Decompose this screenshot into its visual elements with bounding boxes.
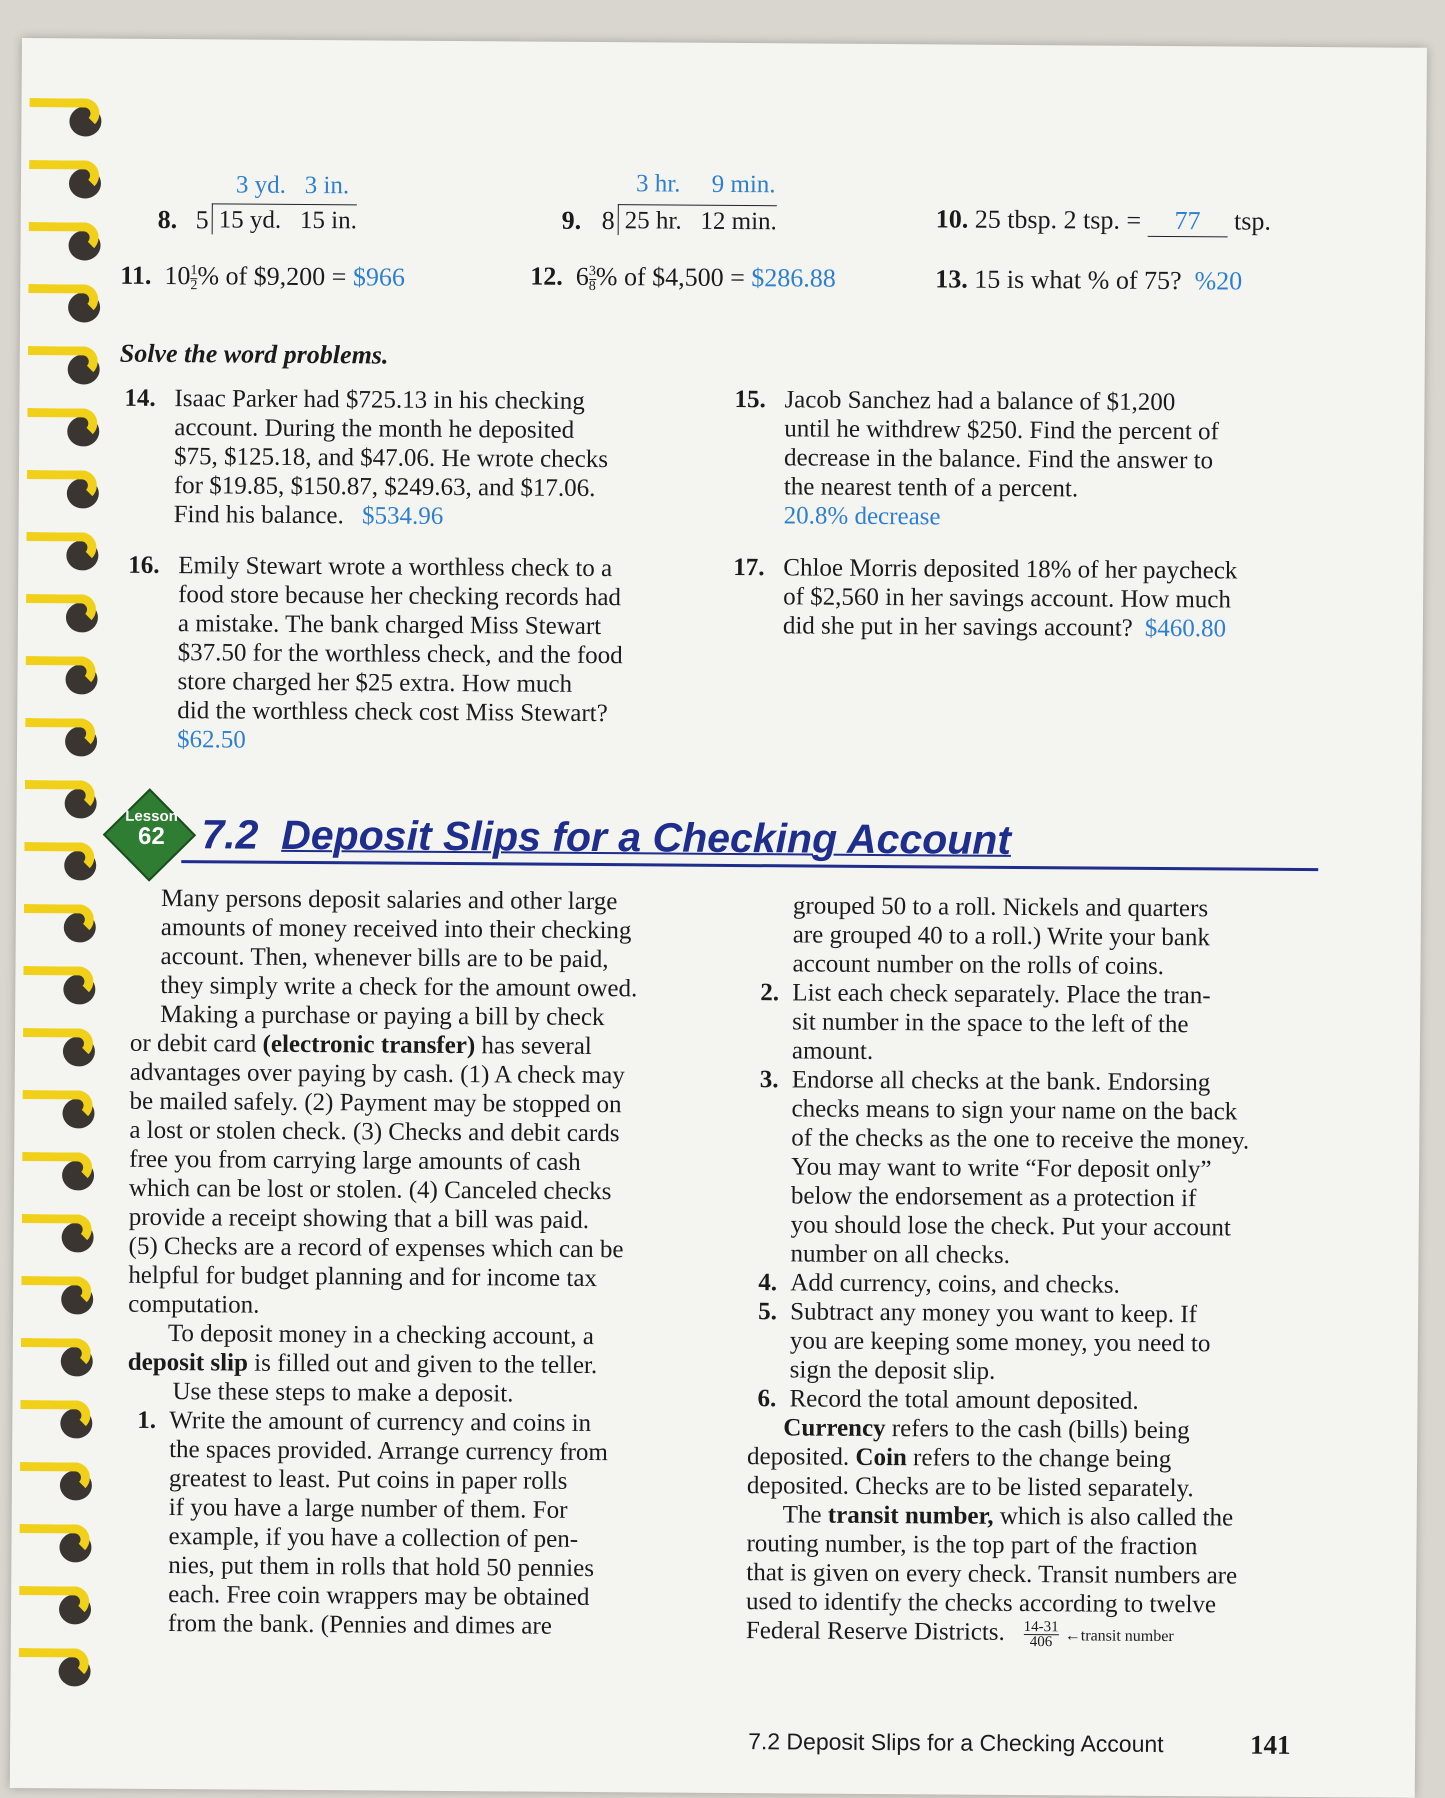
text-line: $37.50 for the worthless check, and the food [177,639,623,670]
problem-text [124,384,645,533]
spiral-coil [19,1648,89,1678]
text-line: List each check separately. Place the tran- [792,979,1211,1010]
answer: %20 [1194,266,1243,296]
problem-13: 13. 15 is what % of 75? %20 [935,264,1243,296]
problem-16 [127,551,688,758]
spiral-coil [22,1214,92,1244]
text-line: Jacob Sanchez had a balance of $1,200 [784,386,1176,417]
text-line: grouped 50 to a roll. Nickels and quarters [792,892,1209,923]
spiral-coil [27,470,97,500]
dividend: 25 hr. 12 min. [618,204,777,236]
spiral-coil [25,718,95,748]
spiral-coil [25,780,95,810]
section-title: Deposit Slips for a Checking Account [281,811,1012,863]
spiral-coil [23,1028,93,1058]
step-1: 1. Write the amount of currency and coins in the spaces provided. Arrange currency from greatest to least. Put coins in paper rolls if you have a large number of them. For example, if you have a collection of pen- nies, put them in rolls that hold 50 pennies each. Free coin wrappers may be obtained from the bank. (Pennies and dimes are [126,1406,713,1642]
section-number: 7.2 [201,811,259,858]
text-line: You may want to write “For deposit only” [791,1153,1212,1184]
step-5: 5. Subtract any money you want to keep. If you are keeping some money, you need to sign the deposit slip. [748,1297,1339,1388]
text-line: sit number in the space to the left of the [792,1008,1189,1039]
text-line: Emily Stewart wrote a worthless check to a [178,552,613,583]
problem-number: 16. [128,551,160,579]
spiral-coil [22,1090,92,1120]
spiral-coil [20,1462,90,1492]
answer: 20.8% decrease [783,502,941,531]
transit-fraction: $\frac{14-31}{406}$ [1023,1618,1059,1650]
paragraph-intro [130,884,716,1004]
text-line: nies, put them in rolls that hold 50 pennies [168,1552,595,1583]
paragraph-deposit: To deposit money in a checking account, a deposit slip is filled out and given to the teller. [127,1320,598,1380]
problem-8 [136,169,396,241]
answer: $534.96 [355,502,444,530]
quotient-9: 3 hr. 9 min. [635,170,776,199]
quotient-8: 3 yd. 3 in. [235,171,350,200]
spiral-coil [29,160,99,190]
spiral-coil [25,656,95,686]
text-line: if you have a large number of them. For [168,1494,568,1524]
divisor: 8 [601,206,615,236]
step-4: 4. Add currency, coins, and checks. [758,1269,1120,1299]
problem-number: 17. [733,553,765,582]
fraction: $\frac{1}{2}$ [190,262,198,293]
step-6: 6. Record the total amount deposited. [757,1385,1139,1415]
spiral-coil [20,1400,90,1430]
fraction: $\frac{3}{8}$ [588,263,596,294]
answer: $62.50 [177,726,246,754]
spiral-coil [26,594,96,624]
text-line: decrease in the balance. Find the answer to [783,444,1214,475]
text-line: until he withdrew $250. Find the percent of [784,415,1220,446]
text-line: store charged her $25 extra. How much [177,668,573,698]
text-line: are grouped 40 to a roll.) Write your bank [792,921,1210,952]
spiral-coil [28,284,98,314]
answer: $966 [352,262,406,292]
text-line: for $19.85, $150.87, $249.63, and $17.06. [173,472,596,503]
problem-number: 15. [734,385,766,414]
spiral-binding [10,98,111,1739]
text-line: greatest to least. Put coins in paper rolls [168,1465,568,1495]
problem-text [733,553,1354,644]
text-line: each. Free coin wrappers may be obtained [168,1581,590,1611]
word-problems-heading: Solve the word problems. [119,338,389,370]
text-line: food store because her checking records had [178,581,622,612]
text-line: account. During the month he deposited [174,414,575,444]
spiral-coil [23,966,93,996]
text-line: Subtract any money you want to keep. If [790,1298,1198,1329]
problem-17 [733,553,1354,644]
text-line: the nearest tenth of a percent. [783,473,1079,503]
spiral-coil [21,1276,91,1306]
text-line: you are keeping some money, you need to [789,1327,1211,1358]
spiral-coil [24,904,94,934]
problem-9 [546,170,826,242]
text-line: amount. [791,1037,874,1065]
text-line: Find his balance. $534.96 [173,501,444,530]
spiral-coil [28,346,98,376]
spiral-coil [27,408,97,438]
text-line: you should lose the check. Put your account [790,1211,1232,1242]
text-line: checks means to sign your name on the back [791,1095,1238,1126]
paragraph-advantages: Making a purchase or paying a bill by check or debit card (electronic transfer) has several advantages over paying by cash. (1) A check may be mailed safely. (2) Payment may be stopped on a lost or stolen check. (3) Checks and debit cards free you from carrying large amounts of cash which can be lost or stolen. (4) Canceled checks provide a receipt showing that a bill was paid. (5) Checks are a record of expenses which can be helpful for budget planning and for income tax computation. [128,1000,625,1319]
divisor: 5 [195,205,209,235]
answer: $286.88 [751,263,836,293]
spiral-coil [29,98,99,128]
left-column [126,884,716,1642]
text-line: Many persons deposit salaries and other large [160,884,618,916]
text-line: Endorse all checks at the bank. Endorsing [791,1066,1211,1097]
text-line: from the bank. (Pennies and dimes are [167,1610,552,1640]
dividend: 15 yd. 15 in. [212,203,357,235]
text-line: Write the amount of currency and coins in [169,1407,592,1438]
lesson-badge-label: Lesson 62 [125,807,178,851]
section-heading [201,811,1011,864]
text-line: Isaac Parker had $725.13 in his checking [174,385,585,415]
transit-number-label: ←transit number [1064,1627,1174,1646]
problem-number: 9. [561,205,582,235]
text-line: account number on the rolls of coins. [792,950,1165,980]
answer: 77 [1147,206,1227,238]
problem-text [734,385,1335,505]
footer-title: 7.2 Deposit Slips for a Checking Account [748,1728,1164,1758]
problem-11: 11. 10 $\frac{1}{2}$ % of $9,200 = $966 [120,260,406,293]
page-number: 141 [1250,1729,1291,1760]
problem-10: 10. 25 tbsp. 2 tsp. = 77 tsp. [935,204,1272,236]
spiral-coil [29,222,99,252]
text-line: a mistake. The bank charged Miss Stewart [177,610,602,641]
answer: $460.80 [1144,614,1227,643]
spiral-coil [19,1586,89,1616]
text-line: account. Then, whenever bills are to be paid, [160,942,609,974]
textbook-page [10,38,1427,1798]
paragraph-transit: The transit number, which is also called the routing number, is the top part of the fraction that is given on every check. Transit numbers are used to identify the checks according to twelve Federal Reserve Districts. $\frac{14-31}{406}$ ←transit number [746,1500,1337,1652]
text-line: the spaces provided. Arrange currency from [169,1436,608,1467]
spiral-coil [24,842,94,872]
paragraph-steps-intro: Use these steps to make a deposit. [172,1378,514,1408]
paragraph-currency: Currency refers to the cash (bills) being deposited. Coin refers to the change being deposited. Checks are to be listed separately. [746,1414,1194,1503]
text-line: of $2,560 in her savings account. How much [783,583,1232,614]
problem-14 [124,384,645,533]
text-line: $75, $125.18, and $47.06. He wrote checks [173,443,609,474]
text-line: example, if you have a collection of pen- [168,1523,579,1553]
problem-text [127,551,688,729]
text-line: Chloe Morris deposited 18% of her paycheck [783,554,1238,585]
problem-12: 12. 6 $\frac{3}{8}$ % of $4,500 = $286.88 [530,261,836,294]
text-line: did the worthless check cost Miss Stewart? [177,697,608,728]
step-2: 2. List each check separately. Place the tran- sit number in the space to the left of the amount. [750,978,1341,1069]
text-line: number on all checks. [790,1240,1010,1269]
step-3: 3. Endorse all checks at the bank. Endorsing checks means to sign your name on the back of the checks as the one to receive the money. You may want to write “For deposit only” below the endorsement as a protection if you should lose the check. Put your account number on all checks. [748,1065,1339,1272]
text-line: of the checks as the one to receive the money. [791,1124,1250,1155]
spiral-coil [26,532,96,562]
problem-number: 14. [124,384,156,412]
text-line: they simply write a check for the amount owed. [160,971,638,1003]
text-line: used to identify the checks according to twelve [746,1588,1217,1619]
right-column [746,891,1341,1652]
text-line: below the endorsement as a protection if [790,1182,1197,1213]
text-line: sign the deposit slip. [789,1356,996,1385]
problem-15 [734,385,1335,534]
text-line: routing number, is the top part of the fraction [746,1530,1198,1561]
text-line: that is given on every check. Transit numbers are [746,1559,1238,1590]
spiral-coil [19,1524,89,1554]
step-1-continued [750,891,1341,982]
problem-number: 8. [157,204,178,235]
spiral-coil [22,1152,92,1182]
text-line: did she put in her savings account? $460.80 [782,612,1227,643]
spiral-coil [21,1338,91,1368]
text-line: amounts of money received into their checking [160,913,632,945]
